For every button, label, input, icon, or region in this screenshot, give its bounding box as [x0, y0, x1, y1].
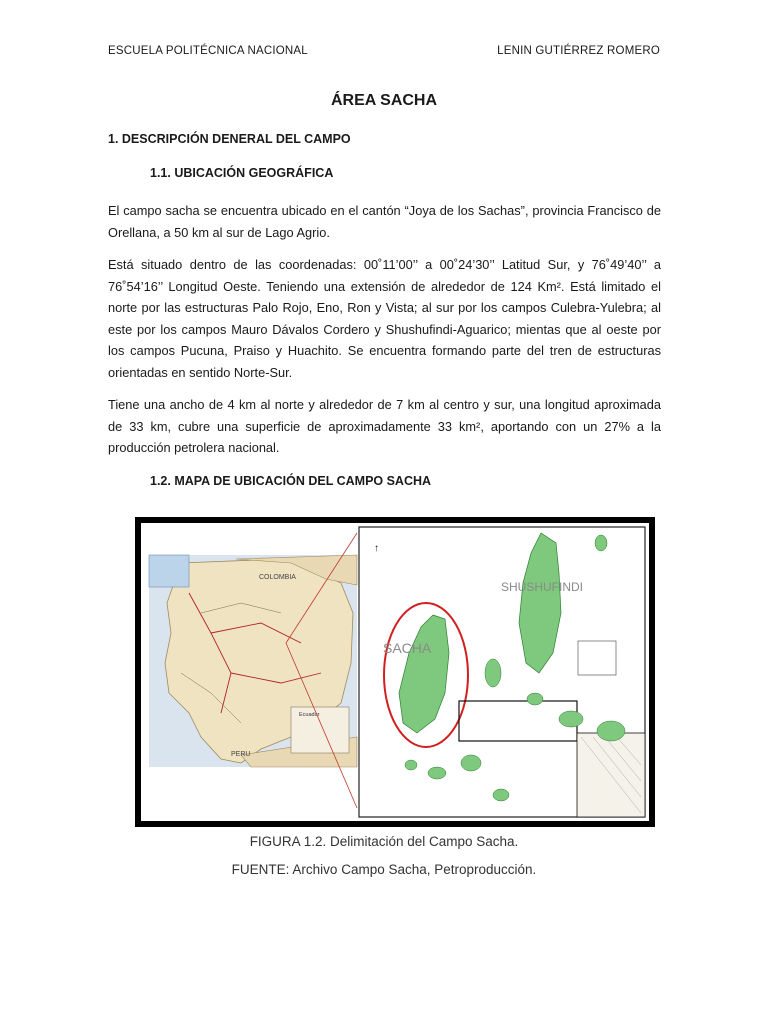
page-header [108, 45, 660, 57]
section-heading: 1. DESCRIPCIÓN DENERAL DEL CAMPO [108, 132, 351, 146]
map-figure [141, 523, 649, 821]
label-colombia: COLOMBIA [259, 574, 296, 581]
label-peru: PERU [231, 751, 251, 758]
page-title: ÁREA SACHA [330, 92, 438, 109]
figure-caption: FIGURA 1.2. Delimitación del Campo Sacha. [249, 834, 519, 849]
paragraph-dimensions: Tiene una ancho de 4 km al norte y alrededor de 7 km al centro y sur, una longitud aproximada de 33 km, cubre una superficie de aproximadamente 33 km², aportando con un 27% a la producción petrolera nacional. [108, 397, 661, 455]
subsection-heading-map: 1.2. MAPA DE UBICACIÓN DEL CAMPO SACHA [150, 474, 432, 488]
figure-source: FUENTE: Archivo Campo Sacha, Petroproducción. [231, 862, 537, 877]
sacha-field-map [359, 527, 645, 817]
north-arrow-icon: ↑ [374, 543, 379, 554]
subsection-heading-location: 1.1. UBICACIÓN GEOGRÁFICA [150, 166, 334, 180]
label-ecuador: Ecuador [299, 712, 320, 718]
figure-frame [135, 517, 655, 827]
paragraph-coordinates: Está situado dentro de las coordenadas: 00˚11’00’’ a 00˚24’30’’ Latitud Sur, y 76˚49’40’’ a 76˚54’16’’ Longitud Oeste. Teniendo una extensión de alrededor de 124 Km². Está limitado el norte por las estructuras Palo Rojo, Eno, Ron y Vista; al sur por los campos Culebra-Yulebra; al este por los campos Mauro Dávalos Cordero y Shushufindi-Aguarico; mientas que al oeste por los campos Pucuna, Praiso y Huachito. Se encuentra formando parte del tren de estructuras orientadas en sentido Norte-Sur. [108, 257, 661, 380]
map-illustration [141, 523, 649, 821]
label-shushufindi: SHUSHUFINDI [501, 580, 584, 594]
header-author: LENIN GUTIÉRREZ ROMERO [497, 45, 660, 57]
label-sacha: SACHA [383, 640, 432, 656]
header-institution: ESCUELA POLITÉCNICA NACIONAL [108, 45, 308, 57]
paragraph-location: El campo sacha se encuentra ubicado en el cantón “Joya de los Sachas”, provincia Francisco de Orellana, a 50 km al sur de Lago Agrio. [108, 203, 661, 240]
